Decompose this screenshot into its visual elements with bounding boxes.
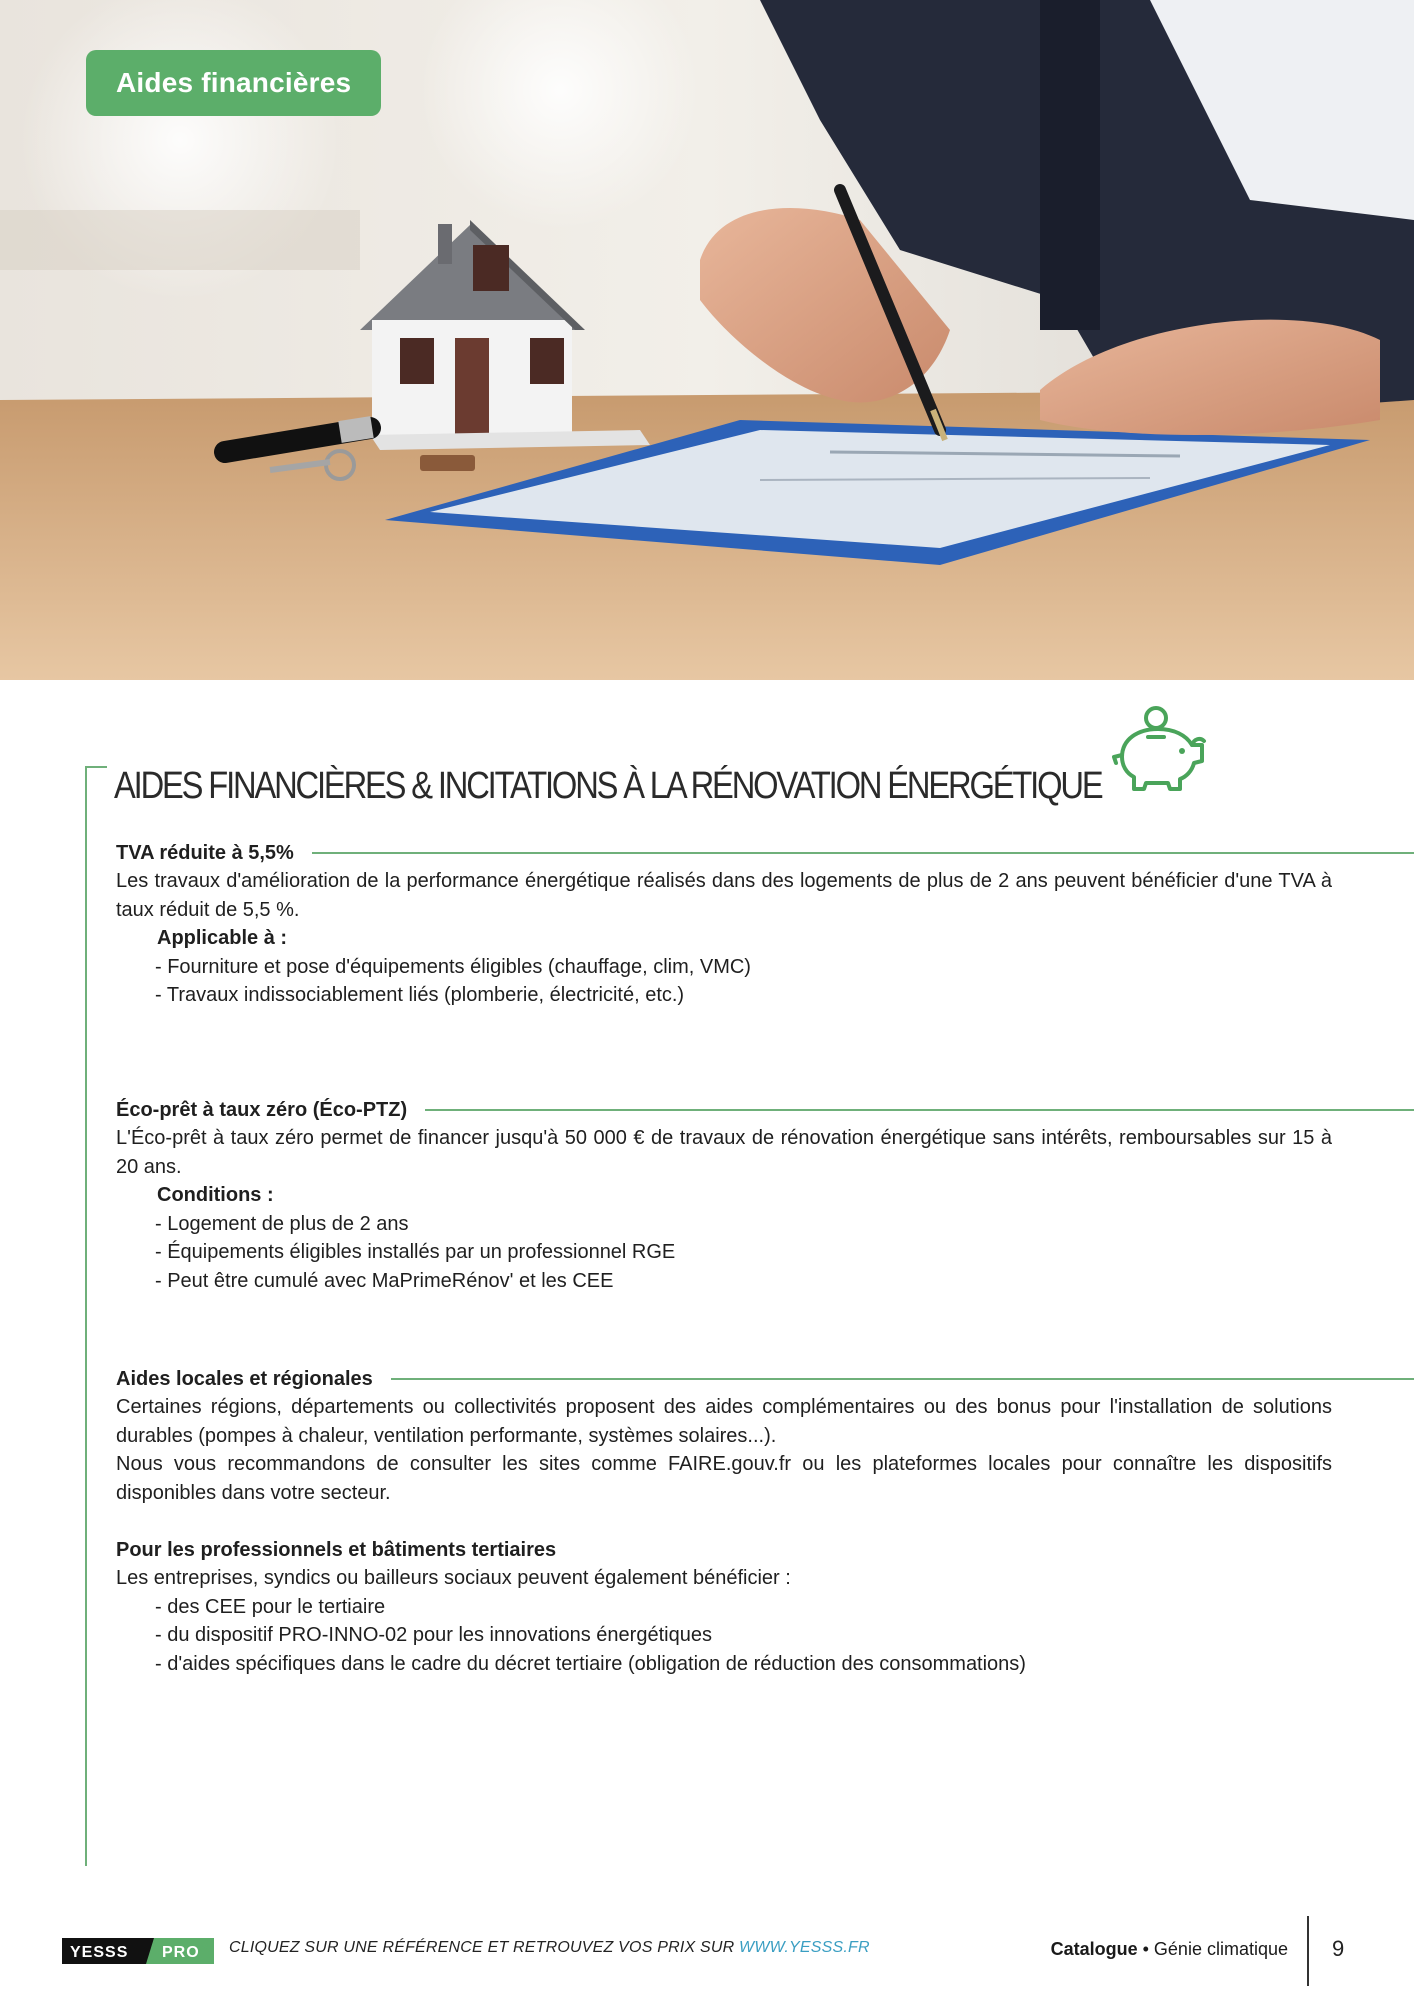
logo-text-right: PRO	[162, 1944, 200, 1961]
list-item: - Logement de plus de 2 ans	[155, 1212, 409, 1235]
list-item: - Fourniture et pose d'équipements éligibles (chauffage, clim, VMC)	[155, 955, 751, 978]
section-rule	[425, 1109, 1414, 1111]
page-number: 9	[1332, 1936, 1345, 1961]
section-text: Nous vous recommandons de consulter les sites comme FAIRE.gouv.fr ou les plateformes locales pour connaître les dispositifs disponibles dans votre secteur.	[116, 1453, 1332, 1504]
piggy-bank-icon	[1108, 705, 1212, 795]
catalog-separator: •	[1137, 1939, 1154, 1959]
section-subheading: Applicable à :	[157, 927, 288, 949]
section-heading: Éco-prêt à taux zéro (Éco-PTZ)	[116, 1098, 408, 1121]
section-tva	[116, 839, 1332, 1010]
section-header	[116, 1365, 1332, 1393]
section-rule	[391, 1378, 1414, 1380]
list-item: - Travaux indissociablement liés (plomberie, électricité, etc.)	[155, 984, 685, 1006]
list-item: - du dispositif PRO-INNO-02 pour les innovations énergétiques	[155, 1624, 712, 1646]
catalog-section: Génie climatique	[1153, 1939, 1288, 1959]
section-text: Les travaux d'amélioration de la performance énergétique réalisés dans des logements de plus de 2 ans peuvent bénéficier d'une TVA à taux réduit de 5,5 %.	[116, 870, 1332, 921]
section-heading: Aides locales et régionales	[116, 1367, 373, 1390]
section-professionals	[116, 1536, 1332, 1678]
footer-divider	[1307, 1916, 1309, 1986]
section-local-aid	[116, 1365, 1332, 1507]
catalog-title: Catalogue	[1050, 1939, 1138, 1959]
section-text: L'Éco-prêt à taux zéro permet de financer jusqu'à 50 000 € de travaux de rénovation énergétique sans intérêts, remboursables sur 15 à 20 ans.	[116, 1127, 1332, 1178]
section-subheading: Conditions :	[157, 1184, 274, 1206]
category-badge: Aides financières	[86, 50, 381, 116]
footer-cta	[229, 1939, 870, 1957]
section-heading: TVA réduite à 5,5%	[116, 841, 294, 864]
logo-text-left: YESSS	[70, 1944, 129, 1961]
section-text: Certaines régions, départements ou collectivités proposent des aides complémentaires ou des bonus pour l'installation de solutions durables (pompes à chaleur, ventilation performante, systèmes solaires...).	[116, 1396, 1332, 1447]
section-text: Les entreprises, syndics ou bailleurs sociaux peuvent également bénéficier :	[116, 1567, 791, 1589]
section-heading: Pour les professionnels et bâtiments tertiaires	[116, 1538, 557, 1561]
left-frame-line	[85, 766, 87, 1866]
title-tick-line	[85, 766, 107, 768]
list-item: - Peut être cumulé avec MaPrimeRénov' et les CEE	[155, 1269, 614, 1292]
page-title: AIDES FINANCIÈRES & INCITATIONS À LA RÉNOVATION ÉNERGÉTIQUE	[114, 765, 1102, 808]
list-item: - des CEE pour le tertiaire	[155, 1595, 386, 1618]
list-item: - Équipements éligibles installés par un professionnel RGE	[155, 1241, 676, 1263]
bullet-list	[155, 1210, 1332, 1296]
section-header	[116, 1536, 1332, 1564]
list-item: - d'aides spécifiques dans le cadre du décret tertiaire (obligation de réduction des consommations)	[155, 1652, 1026, 1675]
section-header	[116, 839, 1332, 867]
bullet-list	[155, 1593, 1332, 1679]
yesss-pro-logo[interactable]	[62, 1938, 214, 1964]
catalog-label	[1051, 1939, 1288, 1960]
section-header	[116, 1096, 1332, 1124]
page-footer	[0, 1916, 1414, 1986]
cta-text: CLIQUEZ SUR UNE RÉFÉRENCE ET RETROUVEZ VOS PRIX SUR	[229, 1939, 740, 1956]
section-rule	[312, 852, 1414, 854]
bullet-list	[155, 953, 1332, 1010]
website-link[interactable]: WWW.YESSS.FR	[739, 1939, 870, 1956]
section-eco-ptz	[116, 1096, 1332, 1295]
